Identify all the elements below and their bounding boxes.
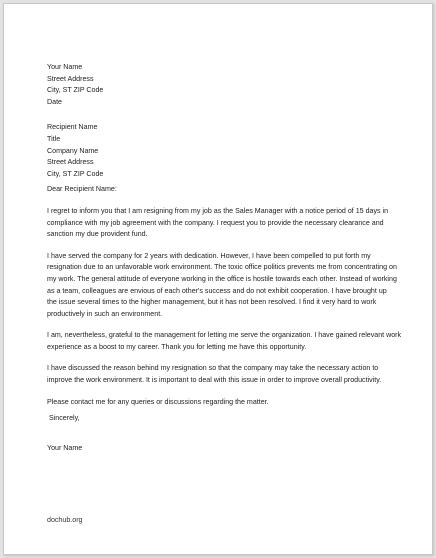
- signature-name: Your Name: [47, 443, 83, 452]
- recipient-block: [47, 122, 407, 180]
- recipient-company: Company Name: [47, 146, 99, 155]
- sender-street: Street Address: [47, 74, 94, 83]
- paragraph-action: I have discussed the reason behind my resignation so that the company may take the necessary action to improve the work environment. It is important to deal with this issue in order to improve overall productivity.: [47, 364, 382, 385]
- paragraph-intro: I regret to inform you that I am resigning from my job as the Sales Manager with a notice period of 15 days in compliance with my job agreement with the company. I request you to provide the necessary clearance and sanction my due provident fund.: [47, 206, 389, 239]
- closing: Sincerely,: [49, 414, 80, 423]
- recipient-name: Recipient Name: [47, 123, 98, 132]
- recipient-street: Street Address: [47, 158, 94, 167]
- paragraph-gratitude: I am, nevertheless, grateful to the management for letting me serve the organization. I have gained relevant work experience as a boost to my career. Thank you for letting me have this opportunity.: [47, 331, 402, 351]
- sender-city: City, ST ZIP Code: [47, 86, 104, 95]
- letter-page: [3, 3, 433, 555]
- sender-block: [47, 62, 407, 108]
- letter-body: [47, 62, 407, 454]
- paragraph-reason: I have served the company for 2 years with dedication. However, I have been compelled to put forth my resignation due to an unfavorable work environment. The toxic office politics prevents me from concentrating on my work. The general attitude of everyone working in the office is hostile towards each other. Instead of working as a team, colleagues are envious of each other's success and do not exhibit cooperation. I have brought up the issue several times to the higher management, but it has not been resolved. I find it very hard to work productively in such an environment.: [47, 251, 397, 318]
- recipient-city: City, ST ZIP Code: [47, 169, 104, 178]
- salutation: Dear Recipient Name:: [47, 185, 117, 194]
- paragraph-contact: Please contact me for any queries or discussions regarding the matter.: [47, 397, 269, 406]
- footer-source: dochub.org: [47, 516, 83, 524]
- sender-date: Date: [47, 97, 62, 106]
- sender-name: Your Name: [47, 63, 83, 71]
- recipient-title: Title: [47, 134, 61, 143]
